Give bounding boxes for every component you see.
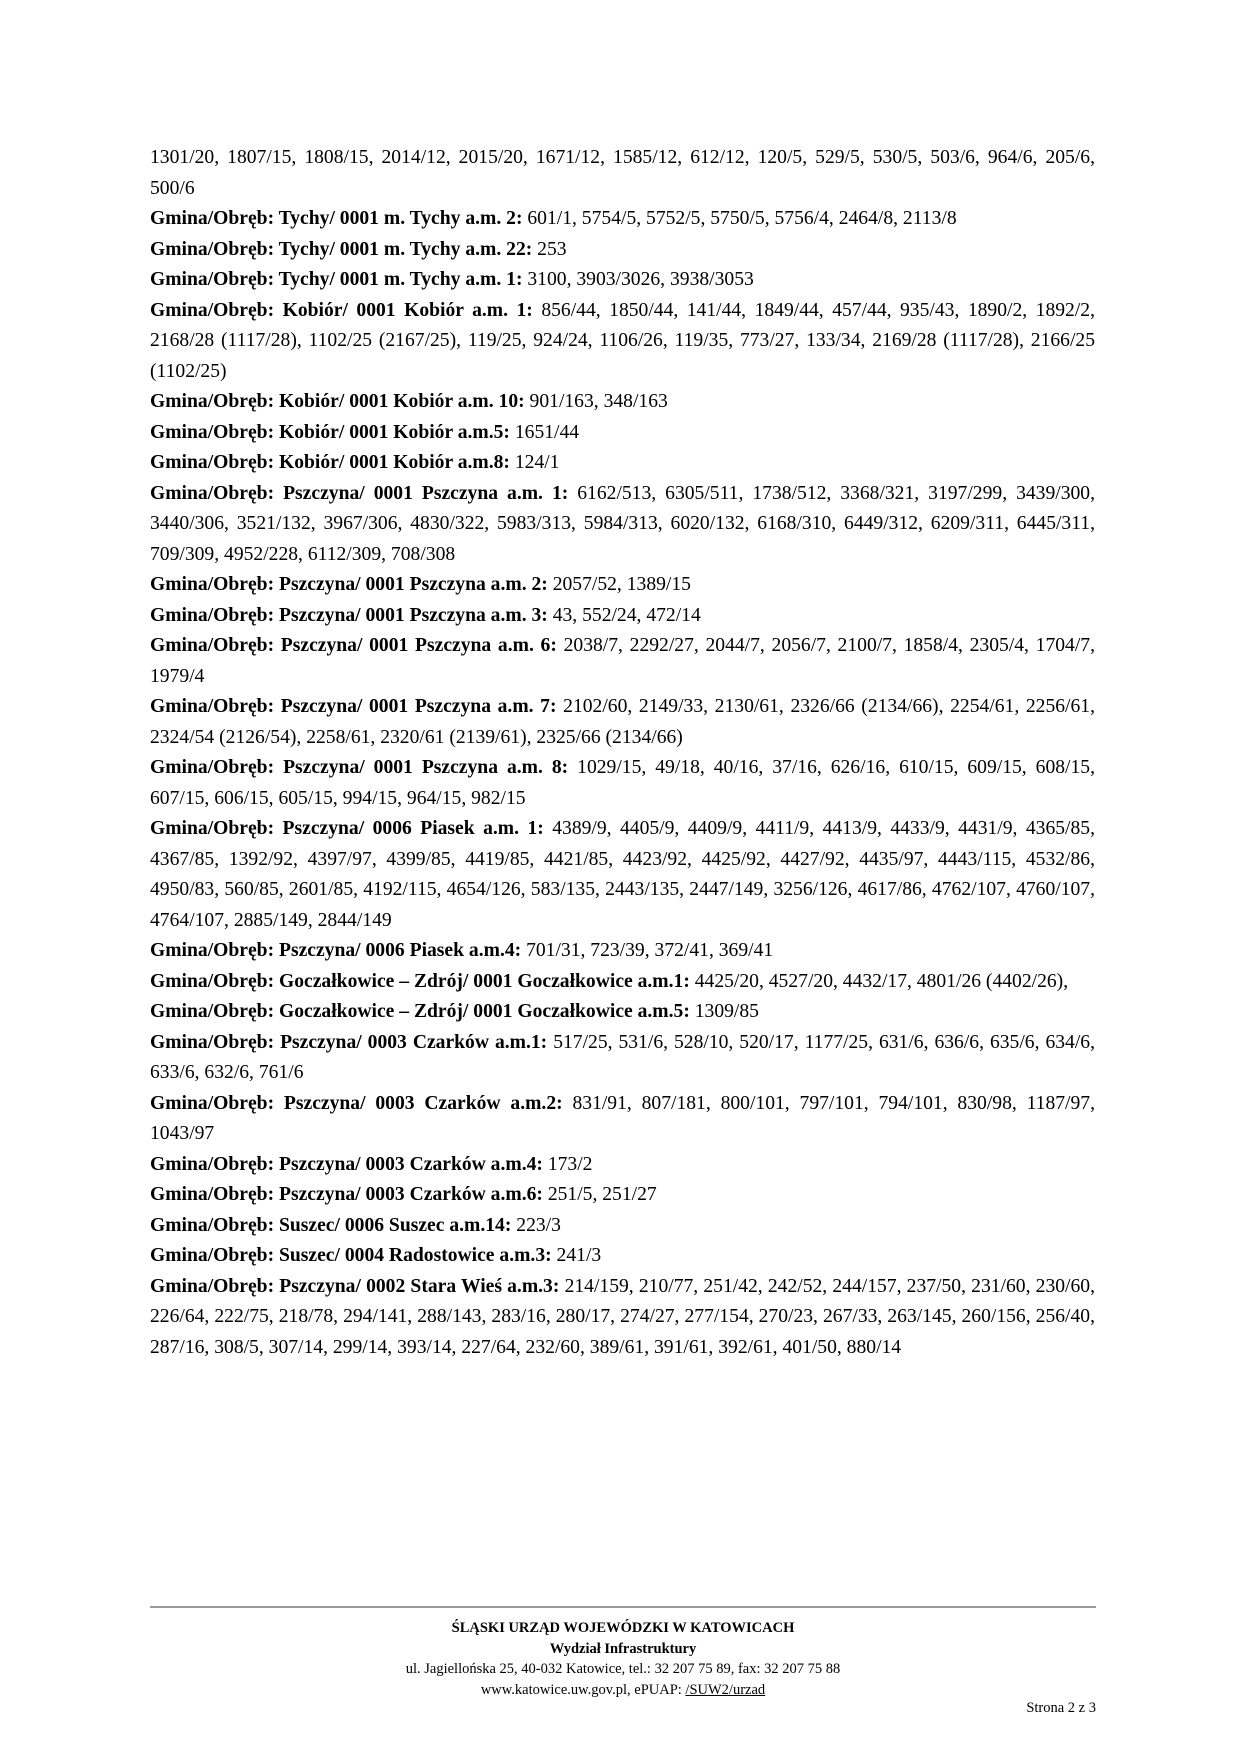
parcel-entry [150,1150,1095,1181]
entry-parcels: 253 [532,238,567,260]
parcel-entry [150,631,1095,692]
entry-parcels: 6162/513, 6305/511, 1738/512, 3368/321, 3197/299, 3439/300, 3440/306, 3521/132, 3967/306, 4830/322, 5983/313, 5984/313, 6020/132, 6168/310, 6449/312, 6209/311, 6445/311, 709/309, 4952/228, 6112/309, 708/308 [150,482,1095,565]
parcel-list [150,143,1095,1363]
parcel-entry [150,1211,1095,1242]
entry-label: Gmina/Obręb: Pszczyna/ 0001 Pszczyna a.m. 6: [150,635,557,656]
entry-label: Gmina/Obręb: Goczałkowice – Zdrój/ 0001 Goczałkowice a.m.5: [150,1001,690,1022]
entry-parcels: 831/91, 807/181, 800/101, 797/101, 794/101, 830/98, 1187/97, 1043/97 [150,1092,1095,1144]
entry-parcels: 173/2 [542,1153,593,1175]
entry-parcels: 2102/60, 2149/33, 2130/61, 2326/66 (2134/66), 2254/61, 2256/61, 2324/54 (2126/54), 2258/61, 2320/61 (2139/61), 2325/66 (2134/66) [150,696,1095,748]
parcel-entry [150,1089,1095,1150]
entry-label: Gmina/Obręb: Pszczyna/ 0001 Pszczyna a.m. 1: [150,482,569,504]
entry-label: Gmina/Obręb: Pszczyna/ 0001 Pszczyna a.m. 8: [150,757,569,778]
parcel-entry [150,1180,1095,1211]
entry-label: Gmina/Obręb: Suszec/ 0004 Radostowice a.m.3: [150,1245,552,1266]
parcel-entry [150,601,1095,632]
parcel-entry [150,753,1095,814]
entry-parcels: 601/1, 5754/5, 5752/5, 5750/5, 5756/4, 2464/8, 2113/8 [522,208,957,229]
entry-label: Gmina/Obręb: Pszczyna/ 0006 Piasek a.m. 1: [150,818,544,839]
entry-parcels: 901/163, 348/163 [524,391,668,412]
entry-parcels: 1029/15, 49/18, 40/16, 37/16, 626/16, 610/15, 609/15, 608/15, 607/15, 606/15, 605/15, 994/15, 964/15, 982/15 [150,757,1095,809]
entry-parcels: 223/3 [511,1214,561,1236]
parcel-entry [150,204,1095,235]
entry-parcels: 251/5, 251/27 [542,1184,657,1205]
entry-label: Gmina/Obręb: Goczałkowice – Zdrój/ 0001 Goczałkowice a.m.1: [150,970,690,992]
parcel-entry [150,235,1095,266]
entry-label: Gmina/Obręb: Pszczyna/ 0003 Czarków a.m.6: [150,1184,543,1205]
parcel-entry [150,418,1095,449]
footer-divider [150,1606,1096,1608]
entry-parcels: 2057/52, 1389/15 [547,574,691,595]
entry-parcels: 701/31, 723/39, 372/41, 369/41 [521,940,774,961]
footer-department: Wydział Infrastruktury [549,1640,697,1657]
parcel-entry [150,387,1095,418]
entry-label: Gmina/Obręb: Pszczyna/ 0001 Pszczyna a.m. 2: [150,574,548,595]
parcel-entry [150,1241,1095,1272]
entry-parcels: 124/1 [509,452,560,473]
entry-label: Gmina/Obręb: Pszczyna/ 0002 Stara Wieś a.m.3: [150,1275,560,1297]
entry-label: Gmina/Obręb: Pszczyna/ 0001 Pszczyna a.m. 3: [150,604,548,626]
footer [150,1618,1096,1700]
page-number: Strona 2 z 3 [1026,1700,1096,1716]
entry-label: Gmina/Obręb: Pszczyna/ 0003 Czarków a.m.2: [150,1092,563,1114]
parcel-entry [150,448,1095,479]
entry-label: Gmina/Obręb: Tychy/ 0001 m. Tychy a.m. 2: [150,208,523,229]
entry-parcels: 4389/9, 4405/9, 4409/9, 4411/9, 4413/9, 4433/9, 4431/9, 4365/85, 4367/85, 1392/92, 4397/97, 4399/85, 4419/85, 4421/85, 4423/92, 4425/92, 4427/92, 4435/97, 4443/115, 4532/86, 4950/83, 560/85, 2601/85, 4192/115, 4654/126, 583/135, 2443/135, 2447/149, 3256/126, 4617/86, 4762/107, 4760/107, 4764/107, 2885/149, 2844/149 [150,818,1095,931]
entry-label: Gmina/Obręb: Suszec/ 0006 Suszec a.m.14: [150,1214,512,1236]
parcel-entry [150,296,1095,388]
parcel-entry [150,967,1095,998]
entry-label: Gmina/Obręb: Tychy/ 0001 m. Tychy a.m. 1: [150,269,523,290]
entry-parcels: 1309/85 [689,1001,759,1022]
epuap-link[interactable]: /SUW2/urzad [685,1681,766,1698]
entry-label: Gmina/Obręb: Tychy/ 0001 m. Tychy a.m. 22: [150,238,533,260]
footer-web-prefix: www.katowice.uw.gov.pl, ePUAP: [480,1681,686,1698]
entry-label: Gmina/Obręb: Pszczyna/ 0003 Czarków a.m.1: [150,1031,548,1053]
parcel-entry [150,265,1095,296]
footer-org-name: ŚLĄSKI URZĄD WOJEWÓDZKI W KATOWICACH [451,1620,795,1636]
entry-parcels: 2038/7, 2292/27, 2044/7, 2056/7, 2100/7, 1858/4, 2305/4, 1704/7, 1979/4 [150,635,1095,687]
parcel-entry [150,479,1095,571]
entry-parcels: 43, 552/24, 472/14 [547,604,701,626]
entry-label: Gmina/Obręb: Kobiór/ 0001 Kobiór a.m.8: [150,452,510,473]
entry-label: Gmina/Obręb: Kobiór/ 0001 Kobiór a.m. 10: [150,391,525,412]
entry-parcels: 3100, 3903/3026, 3938/3053 [522,269,754,290]
entry-parcels: 214/159, 210/77, 251/42, 242/52, 244/157, 237/50, 231/60, 230/60, 226/64, 222/75, 218/78, 294/141, 288/143, 283/16, 280/17, 274/27, 277/154, 270/23, 267/33, 263/145, 260/156, 256/40, 287/16, 308/5, 307/14, 299/14, 393/14, 227/64, 232/60, 389/61, 391/61, 392/61, 401/50, 880/14 [150,1275,1095,1358]
entry-label: Gmina/Obręb: Pszczyna/ 0003 Czarków a.m.4: [150,1153,543,1175]
entry-parcels: 241/3 [551,1245,602,1266]
intro-parcels: 1301/20, 1807/15, 1808/15, 2014/12, 2015/20, 1671/12, 1585/12, 612/12, 120/5, 529/5, 530/5, 503/6, 964/6, 205/6, 500/6 [150,147,1095,199]
footer-web-line [150,1680,1096,1701]
entry-parcels: 4425/20, 4527/20, 4432/17, 4801/26 (4402/26), [689,970,1069,992]
parcel-entry [150,997,1095,1028]
footer-address: ul. Jagiellońska 25, 40-032 Katowice, tel.: 32 207 75 89, fax: 32 207 75 88 [405,1661,841,1677]
entry-label: Gmina/Obręb: Pszczyna/ 0001 Pszczyna a.m. 7: [150,696,557,717]
parcel-entry [150,1272,1095,1364]
parcel-entry [150,692,1095,753]
parcel-entry [150,936,1095,967]
entry-label: Gmina/Obręb: Kobiór/ 0001 Kobiór a.m.5: [150,421,510,443]
parcel-entry [150,1028,1095,1089]
entry-label: Gmina/Obręb: Pszczyna/ 0006 Piasek a.m.4: [150,940,522,961]
parcel-entry [150,570,1095,601]
entry-parcels: 856/44, 1850/44, 141/44, 1849/44, 457/44, 935/43, 1890/2, 1892/2, 2168/28 (1117/28), 1102/25 (2167/25), 119/25, 924/24, 1106/26, 119/35, 773/27, 133/34, 2169/28 (1117/28), 2166/25 (1102/25) [150,299,1095,382]
entry-parcels: 1651/44 [509,421,580,443]
entry-label: Gmina/Obręb: Kobiór/ 0001 Kobiór a.m. 1: [150,299,533,321]
parcel-entry [150,814,1095,936]
entry-parcels: 517/25, 531/6, 528/10, 520/17, 1177/25, 631/6, 636/6, 635/6, 634/6, 633/6, 632/6, 761/6 [150,1031,1095,1083]
